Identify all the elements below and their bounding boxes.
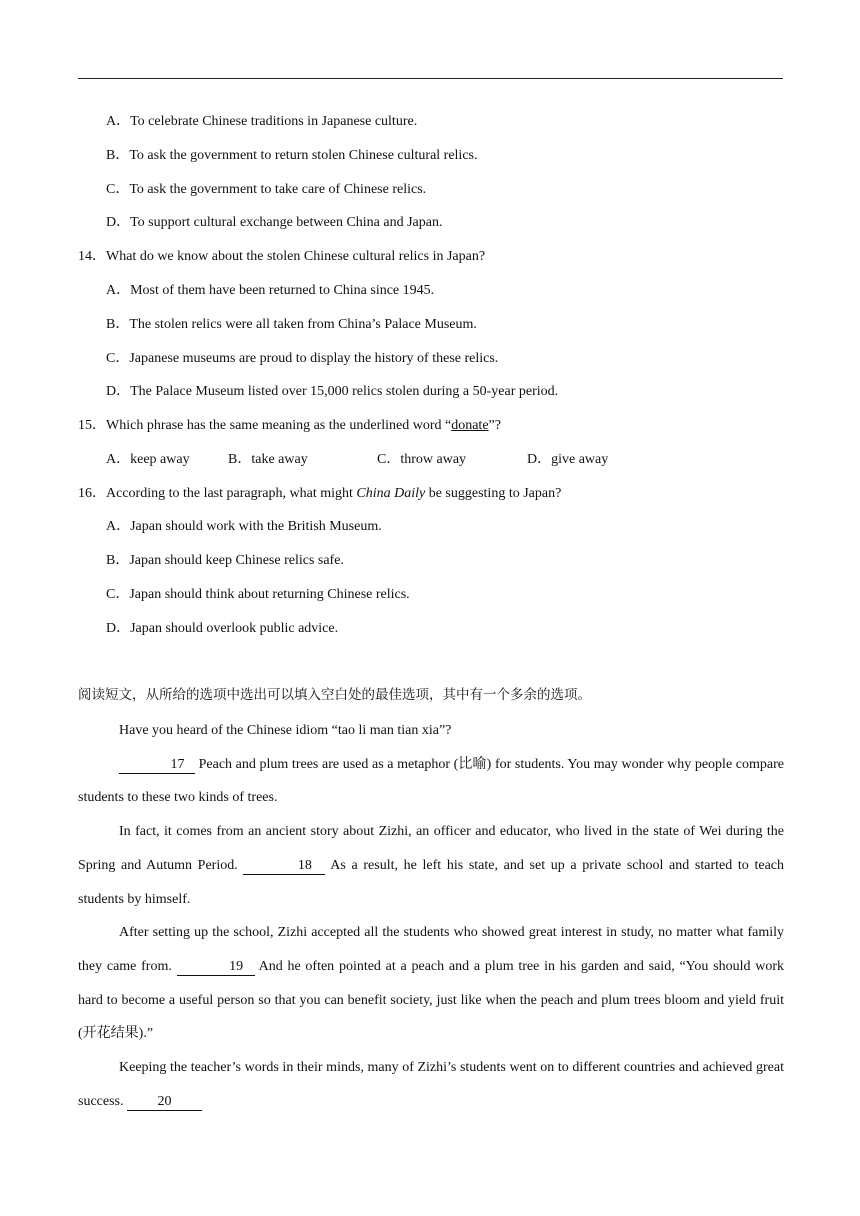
passage-paragraph-5 xyxy=(78,1051,784,1118)
newspaper-name: China Daily xyxy=(356,486,426,501)
paragraph-4-text-end: And he often pointed at a peach and a plum tree in his garden and said, “You should work hard to become a useful person so that you can benefit society, just like when the peach and plum trees bloom and yield fruit (开花结果).” xyxy=(78,958,784,1042)
passage-paragraph-3 xyxy=(78,815,784,916)
q14-option-b: B．The stolen relics were all taken from China’s Palace Museum. xyxy=(106,317,477,332)
paragraph-2-text: Peach and plum trees are used as a metaphor (比喻) for students. You may wonder why people compare students to these two kinds of trees. xyxy=(78,756,784,806)
blank-17[interactable]: 17 xyxy=(119,756,195,774)
section-instruction: 阅读短文，从所给的选项中选出可以填入空白处的最佳选项，其中有一个多余的选项。 xyxy=(78,687,591,703)
q14-stem: 14．What do we know about the stolen Chinese cultural relics in Japan? xyxy=(78,249,486,264)
q15-option-d: D．give away xyxy=(527,452,609,467)
q14-option-c: C．Japanese museums are proud to display the history of these relics. xyxy=(106,351,499,366)
header-rule xyxy=(78,78,783,79)
passage xyxy=(78,714,784,1118)
q13-option-c: C．To ask the government to take care of Chinese relics. xyxy=(106,182,427,197)
q15-stem-end: ”? xyxy=(488,418,501,433)
passage-paragraph-1: Have you heard of the Chinese idiom “tao li man tian xia”? xyxy=(119,723,452,738)
q13-option-a: A．To celebrate Chinese traditions in Japanese culture. xyxy=(106,114,418,129)
q15-option-a: A．keep away xyxy=(106,452,190,467)
q16-stem-text: 16．According to the last paragraph, what might xyxy=(78,486,357,501)
q15-option-c: C．throw away xyxy=(377,452,467,467)
q15-stem xyxy=(78,416,501,436)
q15-options xyxy=(0,450,860,470)
q16-option-b: B．Japan should keep Chinese relics safe. xyxy=(106,553,344,568)
blank-20[interactable]: 20 xyxy=(127,1093,202,1111)
q16-option-c: C．Japan should think about returning Chinese relics. xyxy=(106,587,410,602)
q13-option-d: D．To support cultural exchange between China and Japan. xyxy=(106,215,443,230)
q16-option-a: A．Japan should work with the British Museum. xyxy=(106,519,382,534)
blank-18[interactable]: 18 xyxy=(243,857,325,875)
passage-paragraph-4 xyxy=(78,916,784,1051)
q16-stem xyxy=(78,484,561,504)
q13-option-b: B．To ask the government to return stolen Chinese cultural relics. xyxy=(106,148,478,163)
q16-option-d: D．Japan should overlook public advice. xyxy=(106,621,339,636)
paragraph-4-text-start: After setting up the school, Zizhi accepted all the students who showed great interest in study, no matter what family they came from. xyxy=(78,925,784,974)
passage-paragraph-2 xyxy=(78,748,784,815)
q16-stem-end: be suggesting to Japan? xyxy=(425,486,562,501)
q14-option-d: D．The Palace Museum listed over 15,000 relics stolen during a 50-year period. xyxy=(106,384,559,399)
paragraph-3-text-start: In fact, it comes from an ancient story about Zizhi, an officer and educator, who lived in the state of Wei during the Spring and Autumn Period. xyxy=(78,824,784,873)
q15-option-b: B．take away xyxy=(228,452,308,467)
underlined-word: donate xyxy=(451,418,489,433)
paragraph-3-text-end: As a result, he left his state, and set up a private school and started to teach students by himself. xyxy=(78,857,784,907)
blank-19[interactable]: 19 xyxy=(177,958,255,976)
q15-stem-text: 15．Which phrase has the same meaning as the underlined word “ xyxy=(78,418,452,433)
q14-option-a: A．Most of them have been returned to China since 1945. xyxy=(106,283,435,298)
paragraph-5-text: Keeping the teacher’s words in their minds, many of Zizhi’s students went on to different countries and achieved great success. xyxy=(78,1060,784,1109)
